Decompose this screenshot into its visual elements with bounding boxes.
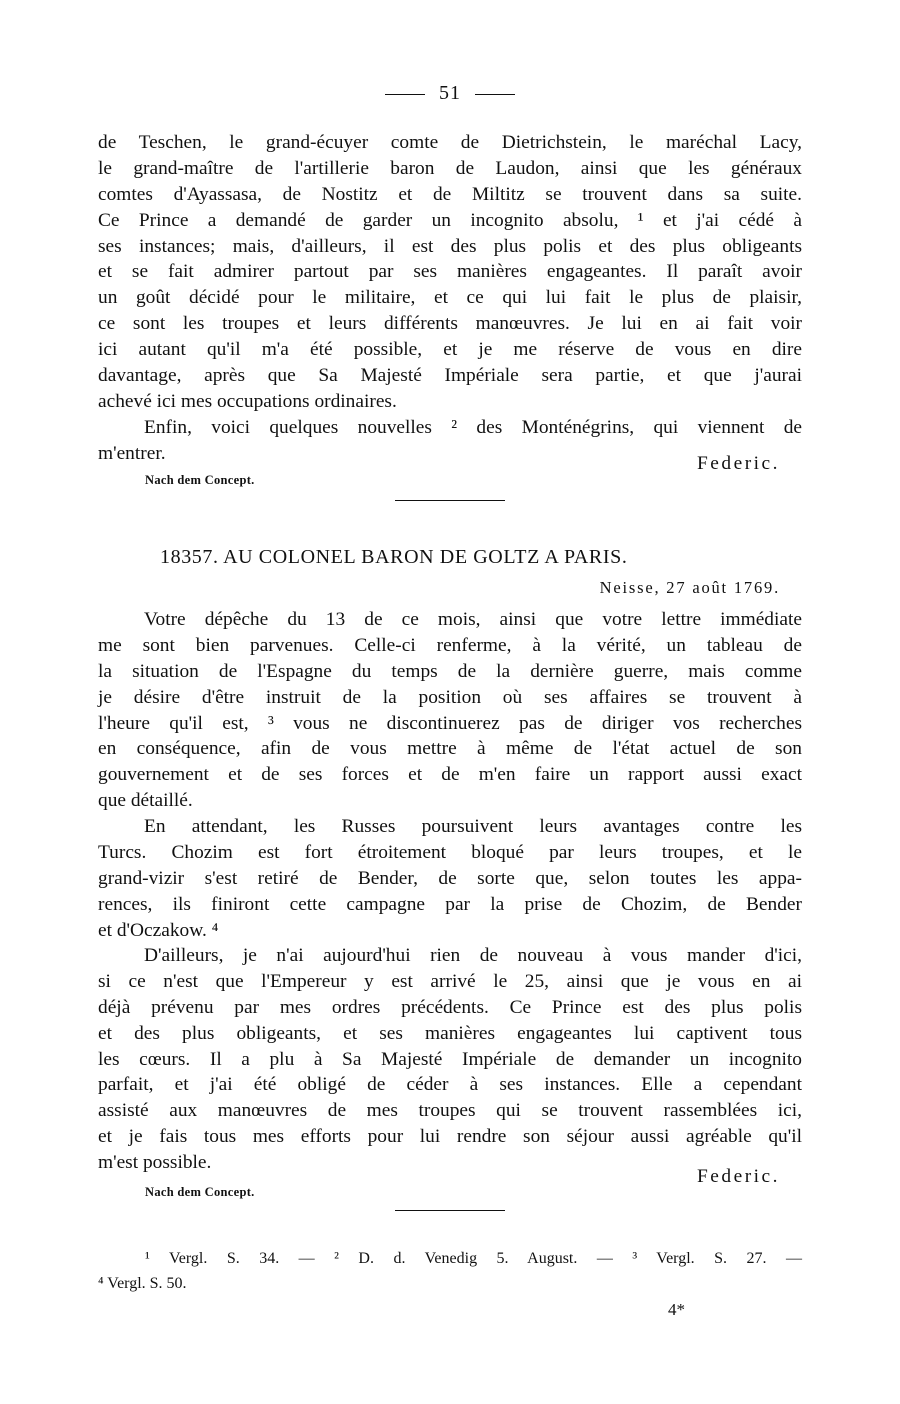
page-number-dash-right [475, 94, 515, 95]
text-line: je désire d'être instruit de la position où ses affaires se trouvent à [98, 686, 802, 708]
text-line: Enfin, voici quelques nouvelles ² des Monténégrins, qui viennent de [144, 417, 802, 438]
text-line: l'heure qu'il est, ³ vous ne discontinuerez pas de diriger vos recherches [98, 712, 802, 734]
letter2-signature: Federic. [697, 1166, 780, 1187]
text-line: les cœurs. Il a plu à Sa Majesté Impériale de demander un incognito [98, 1048, 802, 1070]
text-line: Turcs. Chozim est fort étroitement bloqué par leurs troupes, et le [98, 841, 802, 863]
text-line: Votre dépêche du 13 de ce mois, ainsi que votre lettre immédiate [144, 609, 802, 630]
text-line: et je fais tous mes efforts pour lui rendre son séjour aussi agréable qu'il [98, 1126, 802, 1148]
text-line: rences, ils finiront cette campagne par la prise de Chozim, de Bender [98, 893, 802, 915]
text-line: et se fait admirer partout par ses manières engageantes. Il paraît avoir [98, 261, 802, 283]
text-line: En attendant, les Russes poursuivent leurs avantages contre les [144, 816, 802, 837]
footnote-divider [395, 1210, 505, 1211]
section-divider [395, 500, 505, 501]
text-line: assisté aux manœuvres de mes troupes qui se trouvent rassemblées ici, [98, 1100, 802, 1122]
footnote-line-1: ¹ Vergl. S. 34. — ² D. d. Venedig 5. August. — ³ Vergl. S. 27. — [145, 1250, 802, 1267]
signature-mark: 4* [668, 1300, 685, 1319]
text-line: parfait, et j'ai été obligé de céder à ses instances. Elle a cependant [98, 1074, 802, 1096]
text-line: gouvernement et de ses forces et de m'en faire un rapport aussi exact [98, 764, 802, 786]
letter2-paragraph-2 [98, 814, 802, 943]
text-line: si ce n'est que l'Empereur y est arrivé le 25, ainsi que je vous en ai [98, 970, 802, 992]
letter2-paragraph-1 [98, 607, 802, 814]
page-number [0, 82, 900, 105]
page-number-text: 51 [439, 82, 461, 104]
text-line: comtes d'Ayassasa, de Nostitz et de Miltitz se trouvent dans sa suite. [98, 183, 802, 205]
text-line: que détaillé. [98, 790, 193, 812]
text-line: la situation de l'Espagne du temps de la dernière guerre, mais comme [98, 660, 802, 682]
page-number-dash-left [385, 94, 425, 95]
letter1-paragraph-1 [98, 130, 802, 415]
text-line: le grand-maître de l'artillerie baron de Laudon, ainsi que les généraux [98, 157, 802, 179]
text-line: m'est possible. [98, 1152, 212, 1174]
text-line: grand-vizir s'est retiré de Bender, de sorte que, selon toutes les appa- [98, 867, 802, 889]
text-line: D'ailleurs, je n'ai aujourd'hui rien de nouveau à vous mander d'ici, [144, 945, 802, 966]
text-line: achevé ici mes occupations ordinaires. [98, 390, 397, 412]
letter2-source-note: Nach dem Concept. [145, 1185, 255, 1199]
text-line: de Teschen, le grand-écuyer comte de Dietrichstein, le maréchal Lacy, [98, 132, 802, 153]
letter2-paragraph-3 [98, 943, 802, 1176]
text-line: un goût décidé pour le militaire, et ce qui lui fait le plus de plaisir, [98, 287, 802, 309]
footnote-line-2: ⁴ Vergl. S. 50. [98, 1275, 187, 1292]
text-line: m'entrer. [98, 442, 166, 464]
letter2-heading: 18357. AU COLONEL BARON DE GOLTZ A PARIS. [160, 546, 628, 568]
text-line: en conséquence, afin de vous mettre à même de l'état actuel de son [98, 738, 802, 760]
text-line: ce sont les troupes et leurs différents manœuvres. Je lui en ai fait voir [98, 313, 802, 335]
letter2-dateline: Neisse, 27 août 1769. [599, 578, 780, 597]
text-line: ses instances; mais, d'ailleurs, il est des plus polis et des plus obligeants [98, 235, 802, 257]
text-line: ici autant qu'il m'a été possible, et je me réserve de vous en dire [98, 339, 802, 361]
text-line: me sont bien parvenues. Celle-ci renferme, à la vérité, un tableau de [98, 634, 802, 656]
text-line: déjà prévenu par mes ordres précédents. Ce Prince est des plus polis [98, 996, 802, 1018]
text-line: Ce Prince a demandé de garder un incognito absolu, ¹ et j'ai cédé à [98, 209, 802, 231]
text-line: et des plus obligeants, et ses manières engageantes lui captivent tous [98, 1022, 802, 1044]
letter1-source-note: Nach dem Concept. [145, 473, 255, 487]
letter1-signature: Federic. [697, 453, 780, 474]
text-line: davantage, après que Sa Majesté Impériale sera partie, et que j'aurai [98, 365, 802, 387]
text-line: et d'Oczakow. ⁴ [98, 919, 219, 941]
